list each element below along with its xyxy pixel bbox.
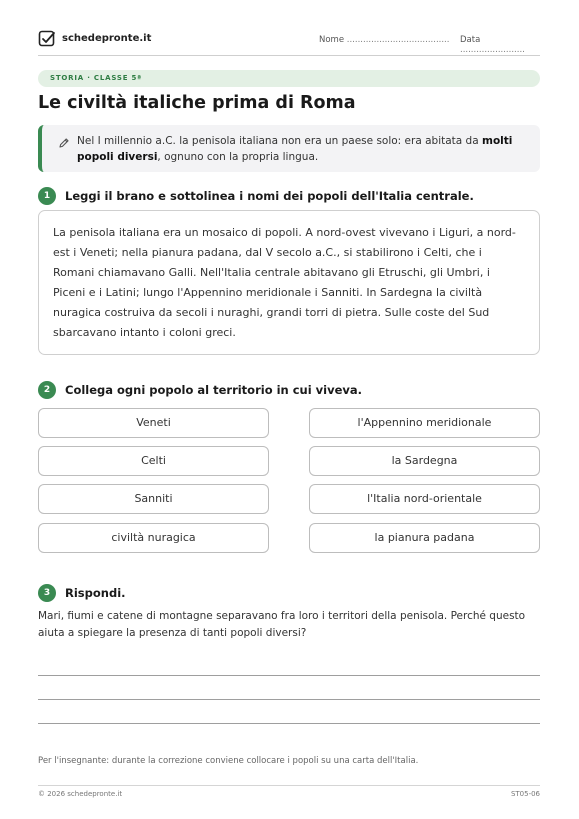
name-field[interactable] [319, 35, 449, 45]
teacher-note: Per l'insegnante: durante la correzione conviene collocare i popoli su una carta dell'Italia. [38, 756, 419, 766]
name-label: Nome [319, 35, 345, 45]
intro-text-bold: molti popoli diversi [77, 135, 513, 163]
match-right-item[interactable]: l'Appennino meridionale [309, 408, 540, 438]
date-label: Data [460, 35, 481, 45]
match-right-item[interactable]: la Sardegna [309, 446, 540, 476]
answer-line[interactable] [38, 675, 540, 676]
match-right-item[interactable]: l'Italia nord-orientale [309, 484, 540, 514]
date-field[interactable] [460, 35, 540, 55]
date-dots: ........................ [460, 45, 525, 55]
page-title: Le civiltà italiche prima di Roma [38, 93, 356, 113]
page-header [38, 30, 540, 56]
match-right-item[interactable]: la pianura padana [309, 523, 540, 553]
intro-text-start: Nel I millennio a.C. la penisola italiana non era un paese solo: era abitata da [77, 135, 482, 147]
question-number-2: 2 [38, 381, 56, 399]
question-2-text: Collega ogni popolo al territorio in cui viveva. [65, 383, 363, 397]
match-left-item[interactable]: Sanniti [38, 484, 269, 514]
match-left-item[interactable]: Veneti [38, 408, 269, 438]
checkbox-logo-icon [38, 30, 56, 48]
question-number-3: 3 [38, 584, 56, 602]
pencil-icon [58, 137, 70, 149]
match-left-item[interactable]: Celti [38, 446, 269, 476]
footer-copyright: © 2026 schedepronte.it [38, 790, 123, 798]
question-3-text: Rispondi. [65, 586, 126, 600]
reading-passage[interactable]: La penisola italiana era un mosaico di popoli. A nord-ovest vivevano i Liguri, a nord-est i Veneti; nella pianura padana, dal V secolo a.C., si stabilirono i Celti, che i Romani chiamavano Galli. Nell'Italia centrale abitavano gli Etruschi, gli Umbri, i Piceni e i Latini; lungo l'Appennino meridionale i Sanniti. In Sardegna la civiltà nuragica costruiva da secoli i nuraghi, grandi torri di pietra. Sulle coste del Sud sbarcavano intanto i coloni greci. [53, 226, 516, 339]
reading-passage-box [38, 210, 540, 355]
answer-line[interactable] [38, 723, 540, 724]
name-dots: ...................................... [346, 35, 450, 45]
intro-text-end: , ognuno con la propria lingua. [157, 151, 319, 163]
match-left-item[interactable]: civiltà nuragica [38, 523, 269, 553]
footer-code: ST05-06 [510, 790, 540, 798]
footer-divider [38, 785, 540, 786]
intro-text [77, 133, 532, 165]
intro-box [38, 125, 540, 172]
question-1-text: Leggi il brano e sottolinea i nomi dei popoli dell'Italia centrale. [65, 189, 474, 203]
question-number-1: 1 [38, 187, 56, 205]
brand-name: schedepronte.it [62, 33, 152, 44]
subject-tag [38, 70, 540, 87]
question-3-prompt: Mari, fiumi e catene di montagne separavano fra loro i territori della penisola. Perché questo aiuta a spiegare la presenza di tanti popoli diversi? [38, 610, 526, 639]
answer-line[interactable] [38, 699, 540, 700]
subject-tag-text: STORIA · CLASSE 5ª [50, 74, 142, 82]
